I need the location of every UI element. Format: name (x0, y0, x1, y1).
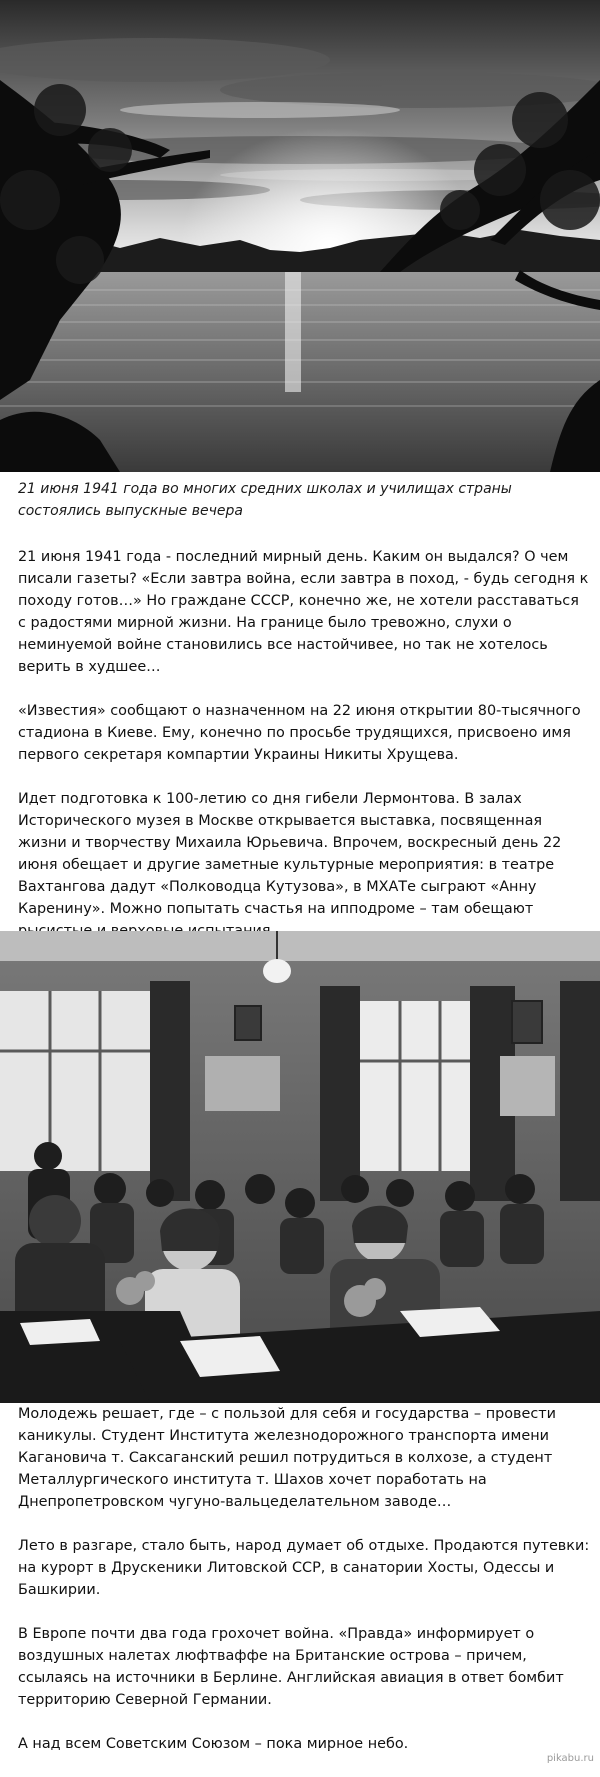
classroom-photo (0, 931, 600, 1403)
sunset-lake-photo (0, 0, 600, 472)
paragraph: Молодежь решает, где – с пользой для себя и государства – провести каникулы. Студент Института железнодорожного транспорта имени Кагановича т. Саксаганский решил потрудиться в колхозе, а студент Металлургического института т. Шахов хочет поработать на Днепропетровском чугуно-вальцеделательном заводе… (18, 1406, 557, 1510)
article-text-top (18, 546, 590, 964)
photo-caption: 21 июня 1941 года во многих средних школах и училищах страны состоялись выпускные вечера (18, 481, 512, 519)
paragraph: Лето в разгаре, стало быть, народ думает об отдыхе. Продаются путевки: на курорт в Друскеники Литовской ССР, в санатории Хосты, Одессы и Башкирии. (18, 1538, 590, 1598)
paragraph: В Европе почти два года грохочет война. «Правда» информирует о воздушных налетах люфтваффе на Британские острова – причем, ссылаясь на источники в Берлине. Английская авиация в ответ бомбит территорию Северной Германии. (18, 1626, 564, 1708)
site-watermark: pikabu.ru (546, 1753, 594, 1764)
paragraph: А над всем Советским Союзом – пока мирное небо. (18, 1736, 409, 1752)
paragraph: 21 июня 1941 года - последний мирный день. Каким он выдался? О чем писали газеты? «Если завтра война, если завтра в поход, - будь сегодня к походу готов…» Но граждане СССР, конечно же, не хотели расставаться с радостями мирной жизни. На границе было тревожно, слухи о неминуемой войне становились все настойчивее, но так не хотелось верить в худшее… (18, 549, 589, 675)
classroom-image (0, 931, 600, 1403)
paragraph: Идет подготовка к 100-летию со дня гибели Лермонтова. В залах Исторического музея в Москве открывается выставка, посвященная жизни и творчеству Михаила Юрьевича. Впрочем, воскресный день 22 июня обещает и другие заметные культурные мероприятия: в театре Вахтангова дадут «Полководца Кутузова», в МХАТе сыграют «Анну Каренину». Можно попытать счастья на ипподроме – там обещают (18, 791, 562, 917)
article-text-bottom (18, 1403, 590, 1777)
sunset-lake-image (0, 0, 600, 472)
paragraph: «Известия» сообщают о назначенном на 22 июня открытии 80-тысячного стадиона в Киеве. Ему, конечно по просьбе трудящихся, присвоено имя первого секретаря компартии Украины Никиты Хрущева. (18, 703, 581, 763)
